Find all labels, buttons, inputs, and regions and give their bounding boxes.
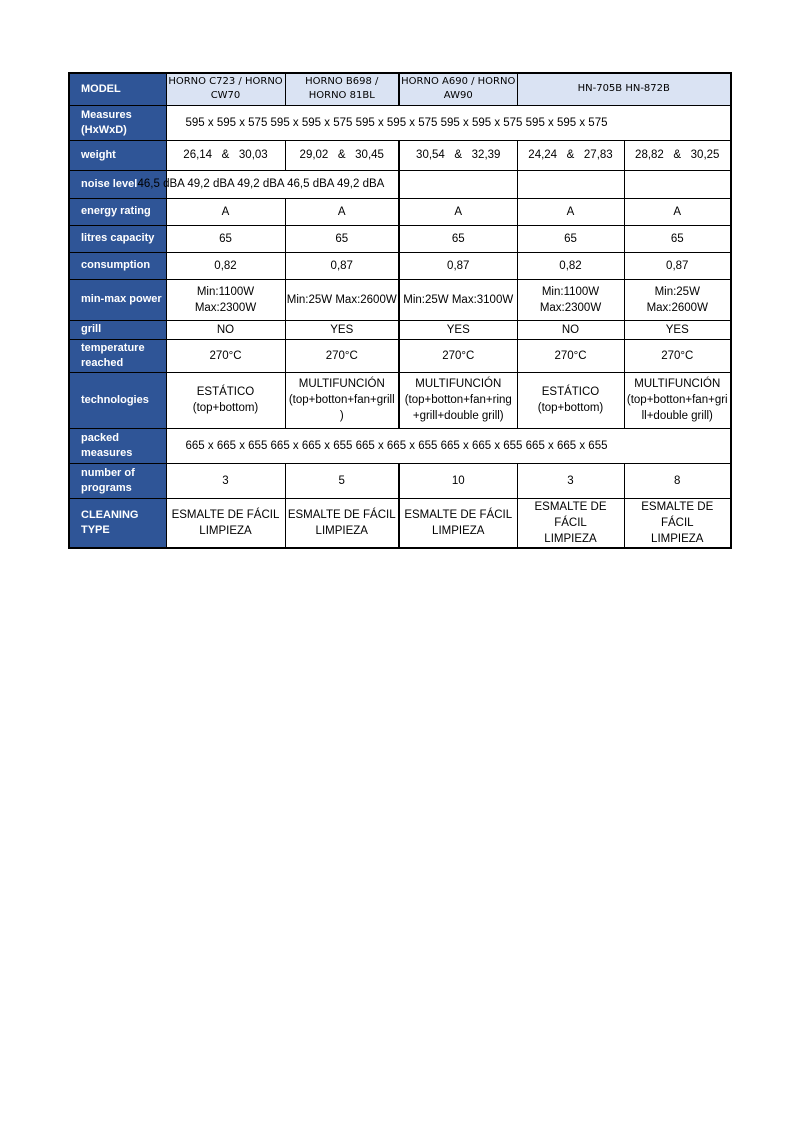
measures-text: 595 x 595 x 575 595 x 595 x 575 595 x 595 x 575 595 x 595 x 575 595 x 595 x 575 (185, 116, 608, 129)
programs-value: 5 (285, 463, 399, 498)
energy-value: A (517, 198, 624, 225)
model-name: HORNO B698 / HORNO 81BL (285, 73, 399, 105)
technology-line: (top+botton+fan+ring (404, 394, 512, 406)
technology-line: ESTÁTICO (541, 386, 600, 398)
grill-value: NO (517, 320, 624, 339)
row-label: consumption (69, 252, 166, 279)
cleaning-line: LIMPIEZA (199, 524, 252, 537)
cleaning-line: ESMALTE DE FÁCIL (287, 508, 396, 521)
row-label: energy rating (69, 198, 166, 225)
cleaning-line: LIMPIEZA (432, 524, 485, 537)
technology-line: (top+botton+fan+gri (626, 394, 728, 406)
empty-cell (399, 170, 517, 198)
row-label: noise level (69, 170, 166, 198)
technology-line: (top+bottom) (192, 402, 259, 414)
model-name: HORNO C723 / HORNO CW70 (166, 73, 285, 105)
cleaning-line: ESMALTE DE FÁCIL (404, 508, 513, 521)
programs-row (69, 463, 731, 498)
technology-line: (top+botton+fan+grill (288, 394, 395, 406)
row-label: CLEANING TYPE (69, 498, 166, 548)
power-min-max: Min:25W Max:3100W (403, 293, 514, 306)
packed-row (69, 428, 731, 463)
cleaning-line: ESMALTE DE FÁCIL (534, 500, 607, 529)
power-min: Min:25W (654, 285, 700, 298)
empty-cell (624, 170, 731, 198)
technology-line: ESTÁTICO (196, 386, 255, 398)
consumption-value: 0,87 (624, 252, 731, 279)
power-value (517, 279, 624, 320)
technology-line: MULTIFUNCIÓN (415, 378, 502, 390)
technology-value (399, 372, 517, 428)
temperature-value: 270°C (517, 339, 624, 372)
consumption-value: 0,87 (285, 252, 399, 279)
technology-line: MULTIFUNCIÓN (298, 378, 385, 390)
temperature-value: 270°C (285, 339, 399, 372)
grill-value: NO (166, 320, 285, 339)
row-label: temperature reached (69, 339, 166, 372)
programs-value: 8 (624, 463, 731, 498)
technology-value (517, 372, 624, 428)
cleaning-line: LIMPIEZA (544, 532, 597, 545)
cleaning-line: LIMPIEZA (315, 524, 368, 537)
row-label: number of programs (69, 463, 166, 498)
power-value (624, 279, 731, 320)
energy-row (69, 198, 731, 225)
cleaning-value (624, 498, 731, 548)
row-label: litres capacity (69, 225, 166, 252)
weight-value: 26,14 & 30,03 (166, 140, 285, 170)
cleaning-value (517, 498, 624, 548)
temperature-value: 270°C (624, 339, 731, 372)
power-min: Min:1100W (196, 285, 255, 298)
model-name: HN-705B HN-872B (517, 73, 731, 105)
cleaning-line: ESMALTE DE FÁCIL (171, 508, 280, 521)
packed-values (166, 428, 731, 463)
grill-value: YES (399, 320, 517, 339)
technology-value (285, 372, 399, 428)
measures-row (69, 105, 731, 140)
noise-values (137, 170, 399, 198)
grill-value: YES (624, 320, 731, 339)
litres-value: 65 (399, 225, 517, 252)
consumption-value: 0,82 (517, 252, 624, 279)
consumption-value: 0,87 (399, 252, 517, 279)
power-min-max: Min:25W Max:2600W (286, 293, 397, 306)
cleaning-line: LIMPIEZA (651, 532, 704, 545)
power-value (166, 279, 285, 320)
measures-values (166, 105, 731, 140)
cleaning-value (285, 498, 399, 548)
row-label: Measures (HxWxD) (69, 105, 166, 140)
cleaning-value (399, 498, 517, 548)
power-value (399, 279, 517, 320)
weight-value: 28,82 & 30,25 (624, 140, 731, 170)
energy-value: A (624, 198, 731, 225)
row-label: grill (69, 320, 166, 339)
litres-row (69, 225, 731, 252)
temperature-value: 270°C (166, 339, 285, 372)
technology-line: ll+double grill) (641, 410, 713, 422)
power-min: Min:1100W (541, 285, 600, 298)
spec-comparison-table (68, 72, 732, 549)
temperature-value: 270°C (399, 339, 517, 372)
technology-value (624, 372, 731, 428)
weight-value: 29,02 & 30,45 (285, 140, 399, 170)
weight-row (69, 140, 731, 170)
model-header-row (69, 73, 731, 105)
cleaning-row (69, 498, 731, 548)
consumption-row (69, 252, 731, 279)
power-max: Max:2300W (539, 301, 602, 314)
cleaning-line: ESMALTE DE FÁCIL (641, 500, 714, 529)
technology-line: MULTIFUNCIÓN (634, 378, 721, 390)
noise-row (69, 170, 731, 198)
power-row (69, 279, 731, 320)
energy-value: A (166, 198, 285, 225)
litres-value: 65 (285, 225, 399, 252)
row-label: min-max power (69, 279, 166, 320)
power-max: Max:2600W (646, 301, 708, 314)
litres-value: 65 (166, 225, 285, 252)
empty-cell (517, 170, 624, 198)
technology-line: ) (339, 410, 344, 422)
row-label: technologies (69, 372, 166, 428)
programs-value: 3 (517, 463, 624, 498)
noise-text: 46,5 dBA 49,2 dBA 49,2 dBA 46,5 dBA 49,2 dBA (137, 178, 385, 190)
technology-value (166, 372, 285, 428)
grill-value: YES (285, 320, 399, 339)
power-max: Max:2300W (194, 301, 257, 314)
technology-line: (top+bottom) (537, 402, 604, 414)
model-label: MODEL (69, 73, 166, 105)
row-label: weight (69, 140, 166, 170)
technology-line: +grill+double grill) (412, 410, 504, 422)
technologies-row (69, 372, 731, 428)
programs-value: 3 (166, 463, 285, 498)
litres-value: 65 (624, 225, 731, 252)
grill-row (69, 320, 731, 339)
model-name: HORNO A690 / HORNO AW90 (399, 73, 517, 105)
row-label: packed measures (69, 428, 166, 463)
energy-value: A (285, 198, 399, 225)
temperature-row (69, 339, 731, 372)
litres-value: 65 (517, 225, 624, 252)
cleaning-value (166, 498, 285, 548)
energy-value: A (399, 198, 517, 225)
weight-value: 24,24 & 27,83 (517, 140, 624, 170)
programs-value: 10 (399, 463, 517, 498)
packed-text: 665 x 665 x 655 665 x 665 x 655 665 x 665 x 655 665 x 665 x 655 665 x 665 x 655 (185, 439, 608, 452)
consumption-value: 0,82 (166, 252, 285, 279)
weight-value: 30,54 & 32,39 (399, 140, 517, 170)
power-value (285, 279, 399, 320)
